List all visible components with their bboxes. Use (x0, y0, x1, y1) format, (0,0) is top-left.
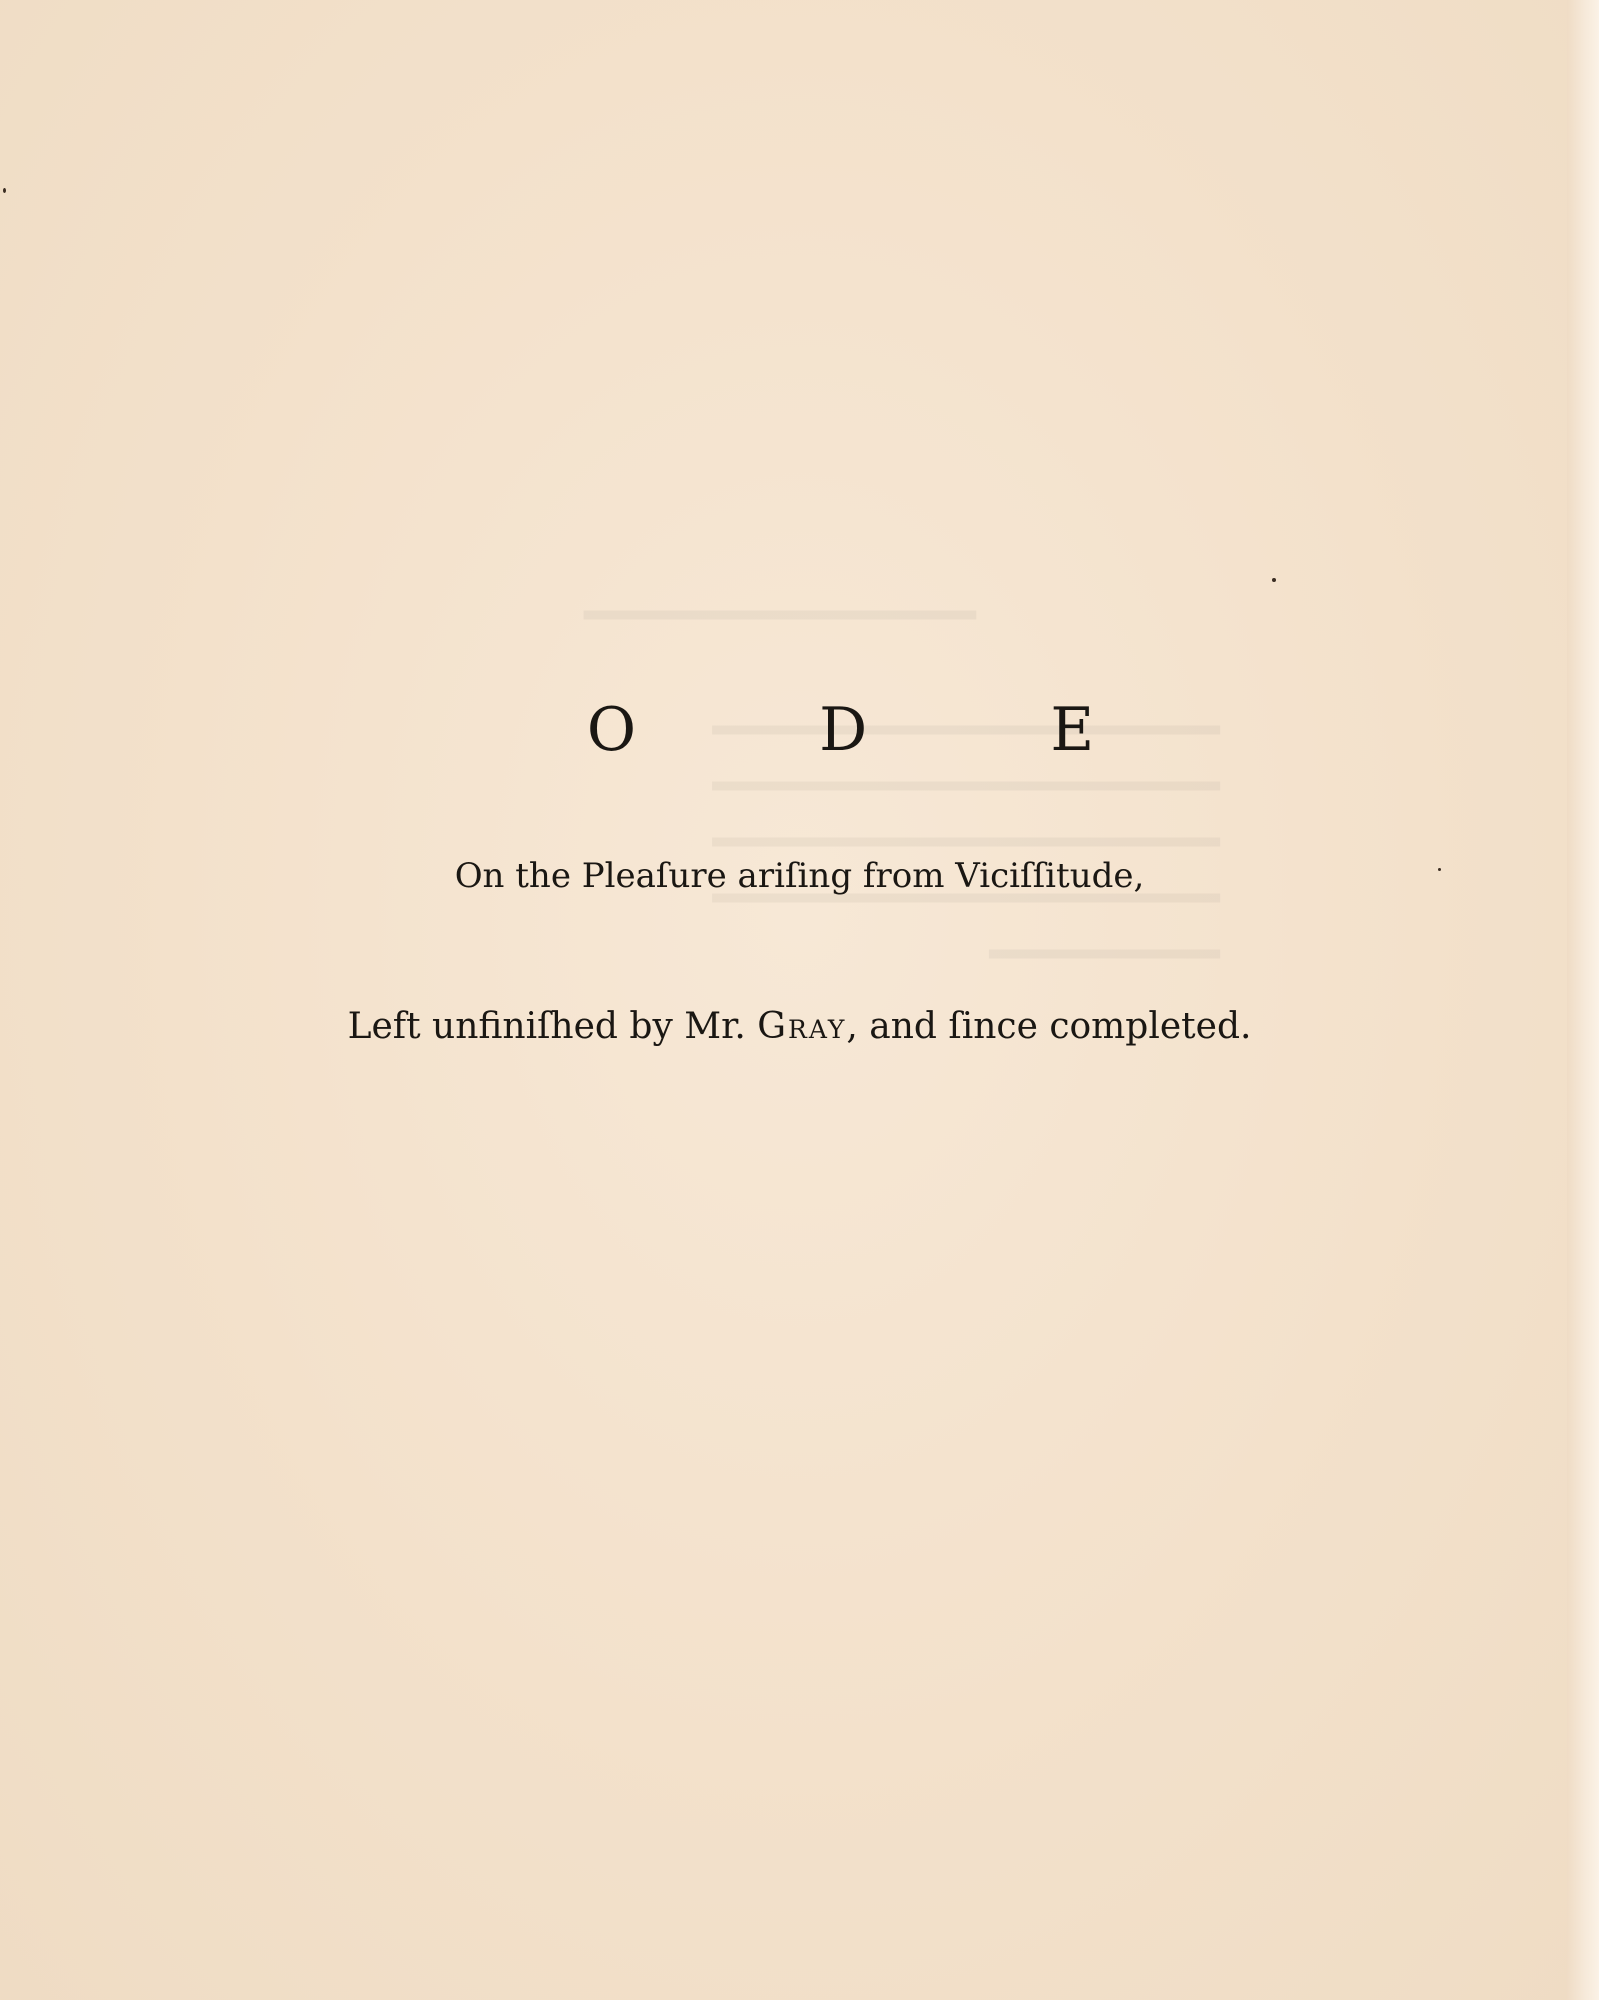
page-edge (1567, 0, 1599, 2000)
show-through-heading (340, 585, 1220, 620)
paper-speck (1438, 868, 1441, 871)
completion-note-before: Left unfiniſhed by Mr. (347, 1006, 758, 1047)
completion-note-after: , and ſince completed. (846, 1006, 1252, 1047)
paper-speck (1272, 578, 1276, 582)
completion-note (0, 1002, 1599, 1052)
ode-title: O D E (586, 695, 1177, 765)
author-name: Gray (757, 1006, 847, 1047)
paper-speck (3, 188, 6, 193)
ode-subtitle: On the Pleaſure ariſing from Viciſſitude, (454, 856, 1145, 896)
